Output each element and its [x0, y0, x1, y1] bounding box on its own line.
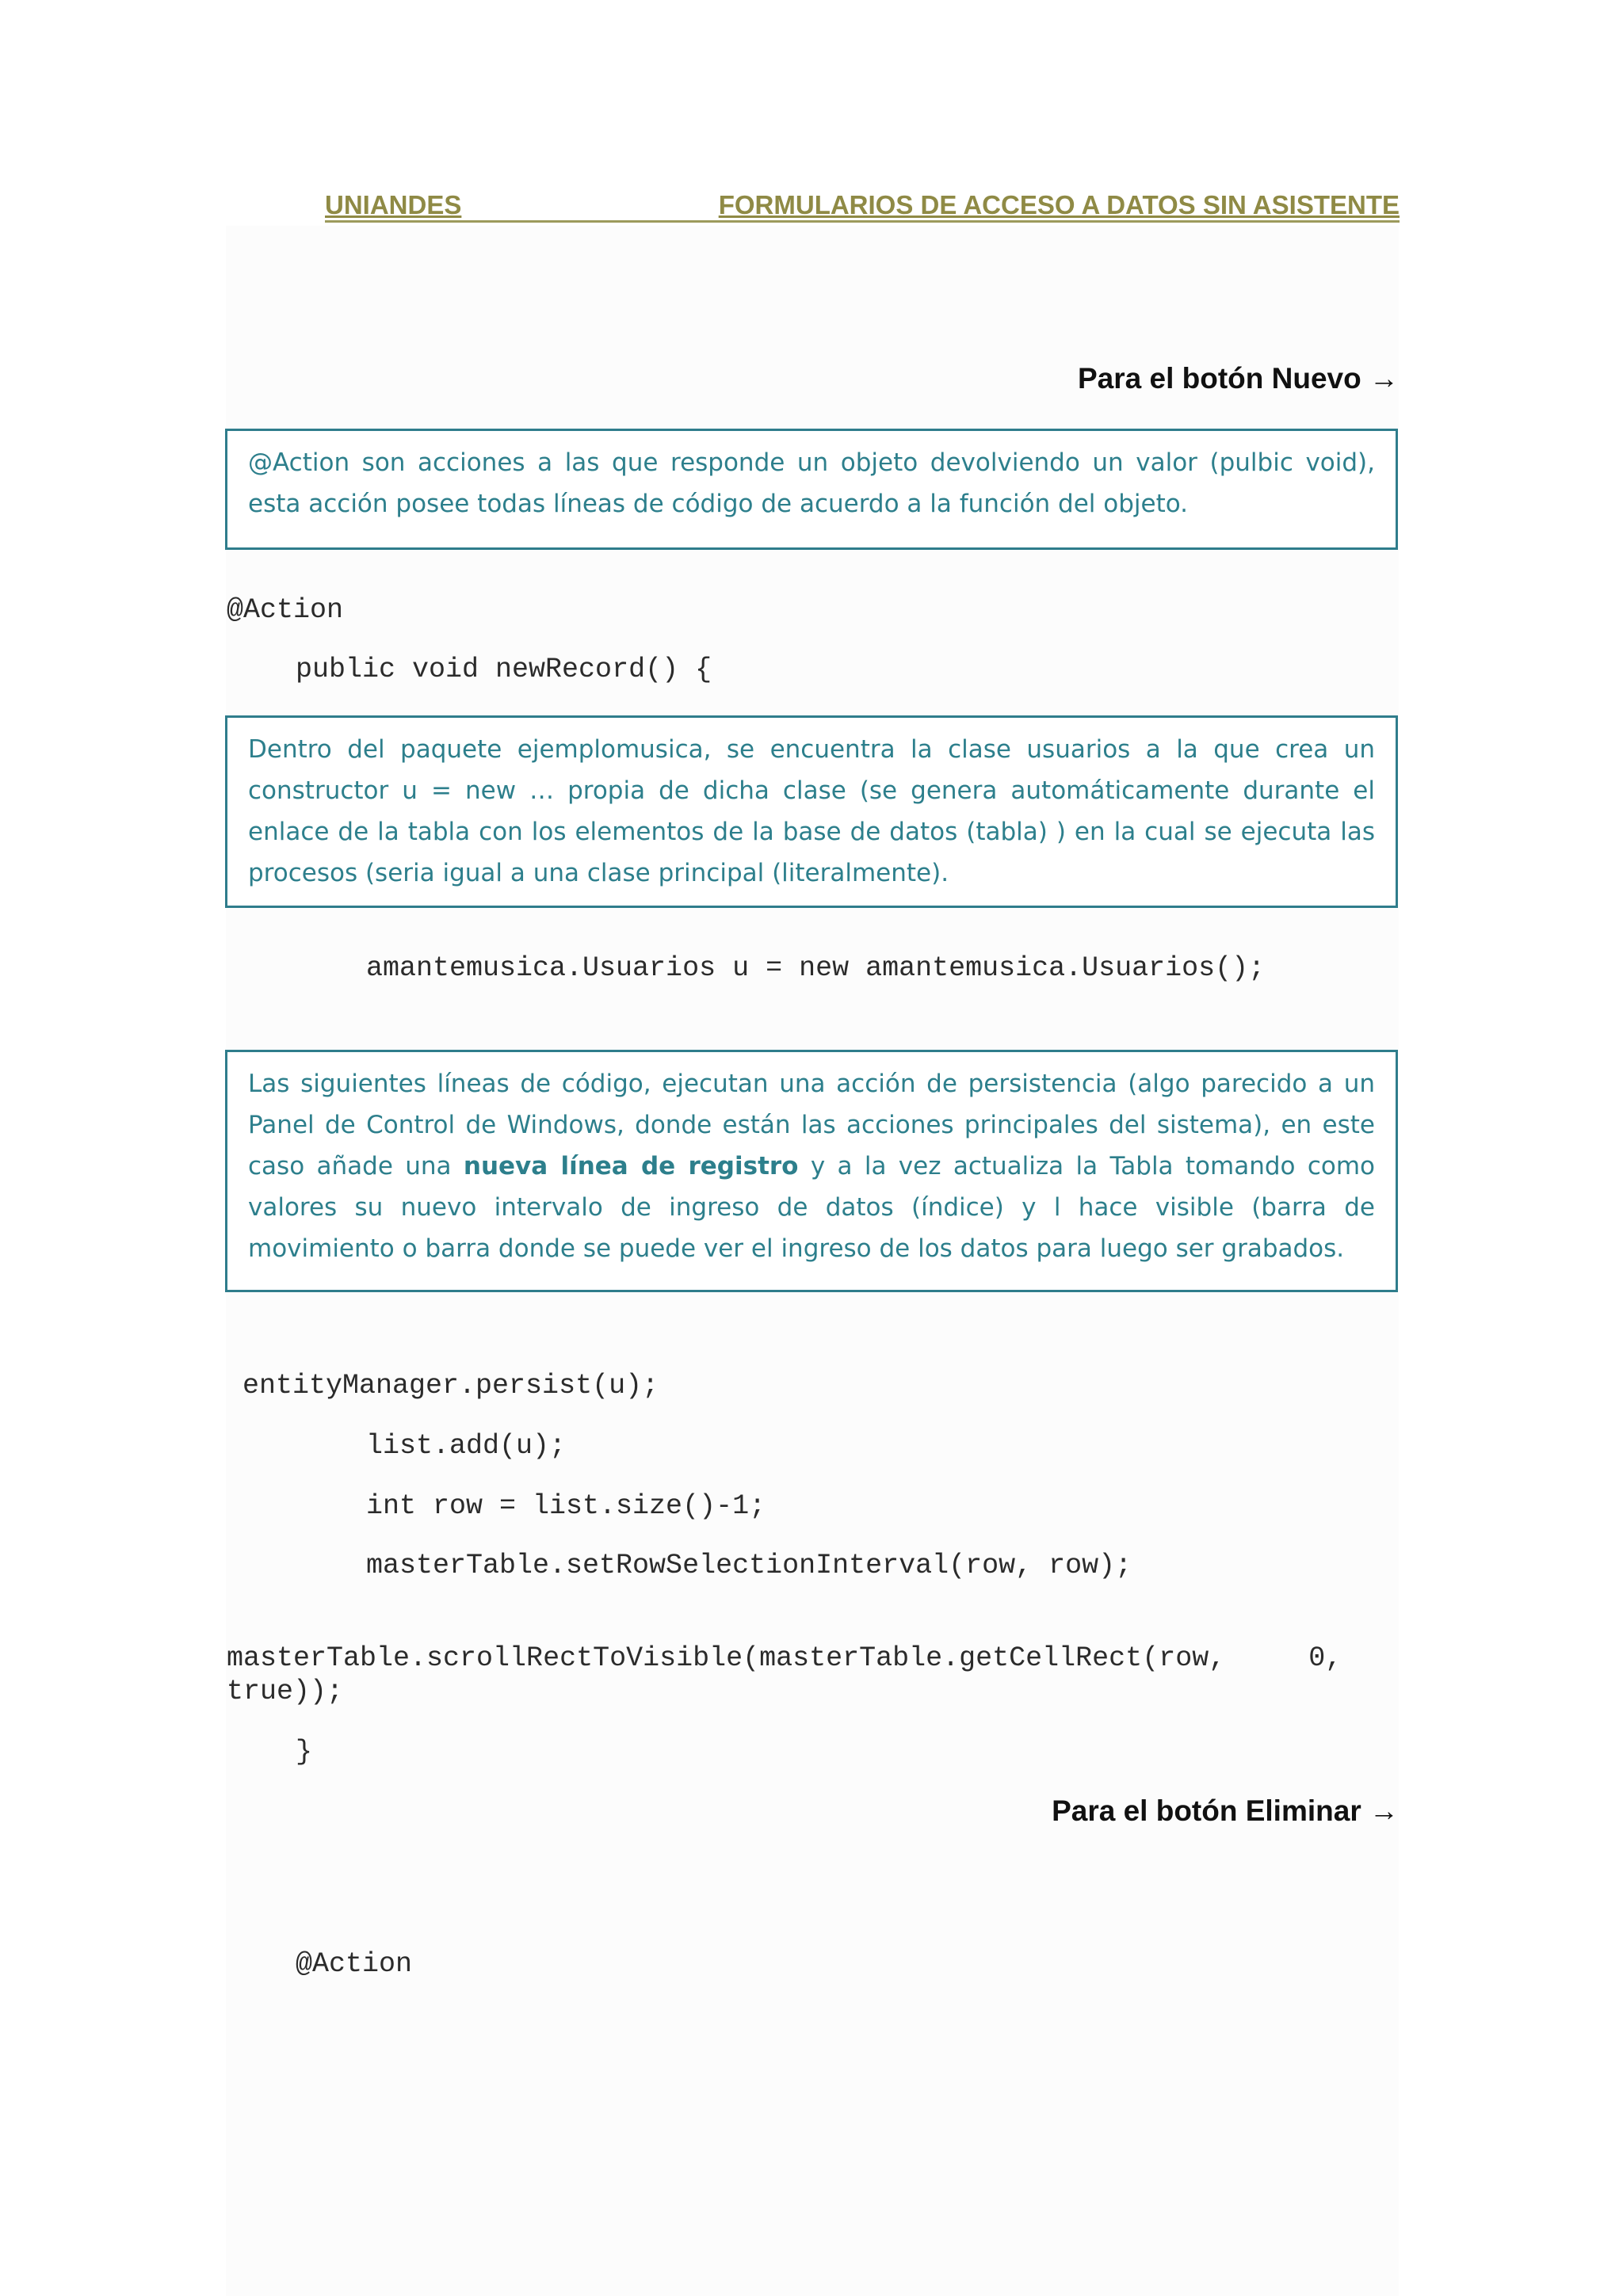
note-box-action [225, 429, 1398, 550]
note-box-persistence [225, 1050, 1398, 1292]
code-set-selection: masterTable.setRowSelectionInterval(row, row); [366, 1550, 1132, 1581]
code-method-signature: public void newRecord() { [296, 654, 712, 685]
code-int-row: int row = list.size()-1; [366, 1490, 766, 1522]
code-action-annotation-2: @Action [296, 1948, 413, 1980]
code-scroll-line-1: masterTable.scrollRectToVisible(masterTable.getCellRect(row, 0, [227, 1642, 1342, 1674]
heading-eliminar-button: Para el botón Eliminar → [1052, 1794, 1399, 1827]
code-closing-brace: } [296, 1736, 313, 1768]
note-package-text: Dentro del paquete ejemplomusica, se encuentra la clase usuarios a la que crea un constructor u = new … propia de dicha clase (se genera automáticamente durante el enlace de la tabla con los elementos de la base de datos (tabla) ) en la cual se ejecuta las procesos (seria igual a una clase principal (literalmente). [248, 735, 1375, 887]
note-action-text: @Action son acciones a las que responde un objeto devolviendo un valor (pulbic void), esta acción posee todas líneas de código de acuerdo a la función del objeto. [248, 448, 1375, 518]
header-institution: UNIANDES [325, 190, 462, 219]
note-persistence-text-end: y a la vez actualiza la Tabla tomando como valores su nuevo intervalo de ingreso de datos (índice) y l hace visible (barra de movimiento o barra donde se puede ver el ingreso de los datos para luego ser grabados. [248, 1152, 1376, 1263]
heading-nuevo-button: Para el botón Nuevo → [1077, 362, 1399, 395]
code-persist: entityManager.persist(u); [242, 1370, 659, 1402]
note-box-package [225, 715, 1398, 908]
note-persistence-text [248, 1063, 1375, 1269]
code-action-annotation: @Action [227, 594, 344, 626]
code-list-add: list.add(u); [366, 1430, 567, 1462]
note-persistence-bold: nueva línea de registro [463, 1152, 799, 1180]
note-persistence-text-start: Las siguientes líneas de código, ejecutan una acción de persistencia (algo parecido a un Panel de Control de Windows, donde están las acciones principales del sistema), en este caso añade una [248, 1070, 1375, 1180]
header-document-title: FORMULARIOS DE ACCESO A DATOS SIN ASISTENTE [718, 190, 1400, 219]
code-scroll-line-2: true)); [227, 1676, 344, 1707]
code-usuarios-constructor: amantemusica.Usuarios u = new amantemusica.Usuarios(); [366, 952, 1266, 984]
page-header [325, 189, 1400, 223]
